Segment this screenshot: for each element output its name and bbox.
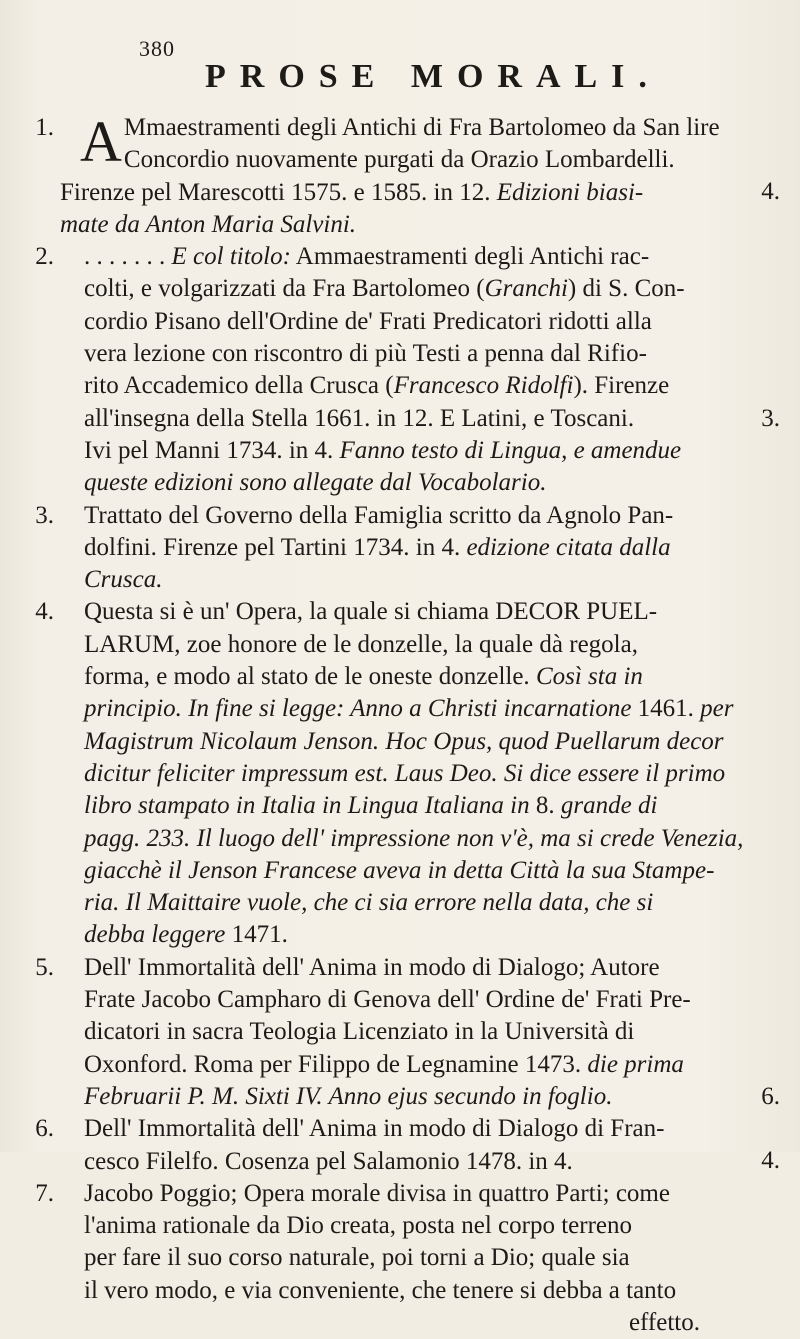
entry-line: debba leggere 1471. xyxy=(84,921,288,949)
entry-number: 1. xyxy=(35,114,54,141)
entry-number: 4. xyxy=(35,598,54,626)
list-item: 3. Trattato del Governo della Famiglia scritto da Agnolo Pan- dolfini. Firenze pel Tartini 1734. in 4. edizione citata dalla Crusca. xyxy=(30,500,780,597)
list-item: 5. Dell' Immortalità dell' Anima in modo di Dialogo; Autore Frate Jacobo Campharo di Genova dell' Ordine de' Frati Pre- dicatori in sacra Teologia Licenziato in la Università di Oxonford. Roma per Filippo de Legnamine 1473. die prima Februarii P. M. Sixti IV. Anno ejus secundo in foglio. 6. xyxy=(30,952,780,1113)
entry-number: 5. xyxy=(35,953,54,981)
entry-number: 6. xyxy=(35,1115,54,1143)
entry-number: 3. xyxy=(35,501,54,529)
list-item: 7. Jacobo Poggio; Opera morale divisa in quattro Parti; come l'anima rationale da Dio creata, posta nel corpo terreno per fare il suo corso naturale, poi torni a Dio; quale sia il vero modo, e via conveniente, che tenere si debba a tanto effetto. xyxy=(30,1178,780,1339)
price-value: 3. xyxy=(761,405,780,433)
list-item: 4. Questa si è un' Opera, la quale si chiama DECOR PUEL- LARUM, zoe honore de le donzelle, la quale dà regola, forma, e modo al stato de le oneste donzelle. Così sta in principio. In fine si legge: Anno a Christi incarnatione 1461. per Magistrum Nicolaum Jenson. Hoc Opus, quod Puellarum decor dicitur feliciter impressum est. Laus Deo. Si dice essere il primo libro stampato in Italia in Lingua Italiana in 8. grande di pagg. 233. Il luogo dell' impressione non v'è, ma si crede Venezia, giacchè il Jenson Francese aveva in detta Città la sua Stampe- ria. Il Maittaire vuole, che ci sia errore nella data, che si debba leggere 1471. xyxy=(30,596,780,951)
price-value: 4. xyxy=(761,178,780,205)
running-head: PROSE MORALI. xyxy=(205,58,661,95)
price-value: 4. xyxy=(761,1147,780,1175)
list-item: 2. . . . . . . . E col titolo: Ammaestramenti degli Antichi rac- colti, e volgarizzati da Fra Bartolomeo (Granchi) di S. Con- cordio Pisano dell'Ordine de' Frati Predicatori ridotti alla vera lezione con riscontro di più Testi a penna dal Rifio- rito Accademico della Crusca (Francesco Ridolfi). Firenze all'insegna della Stella 1661. in 12. E Latini, e Toscani. 3. Ivi pel Manni 1734. in 4. Fanno testo di Lingua, e amendue queste edizioni sono allegate dal Vocabolario. xyxy=(30,241,780,499)
list-item: 1. A Mmaestramenti degli Antichi di Fra Bartolomeo da San lire Concordio nuovamente purgati da Orazio Lombardelli. Firenze pel Marescotti 1575. e 1585. in 12. Edizioni biasi- mate da Anton Maria Salvini. 4. xyxy=(30,112,780,241)
entry-number: 7. xyxy=(35,1179,54,1207)
bibliography-list xyxy=(30,109,780,1339)
page-number: 380 xyxy=(139,36,175,61)
price-value: 6. xyxy=(761,1082,780,1110)
entry-number: 2. xyxy=(35,243,54,271)
drop-cap: A xyxy=(80,109,122,174)
list-item: 6. Dell' Immortalità dell' Anima in modo di Dialogo di Fran- cesco Filelfo. Cosenza pel Salamonio 1478. in 4. 4. xyxy=(30,1113,780,1178)
